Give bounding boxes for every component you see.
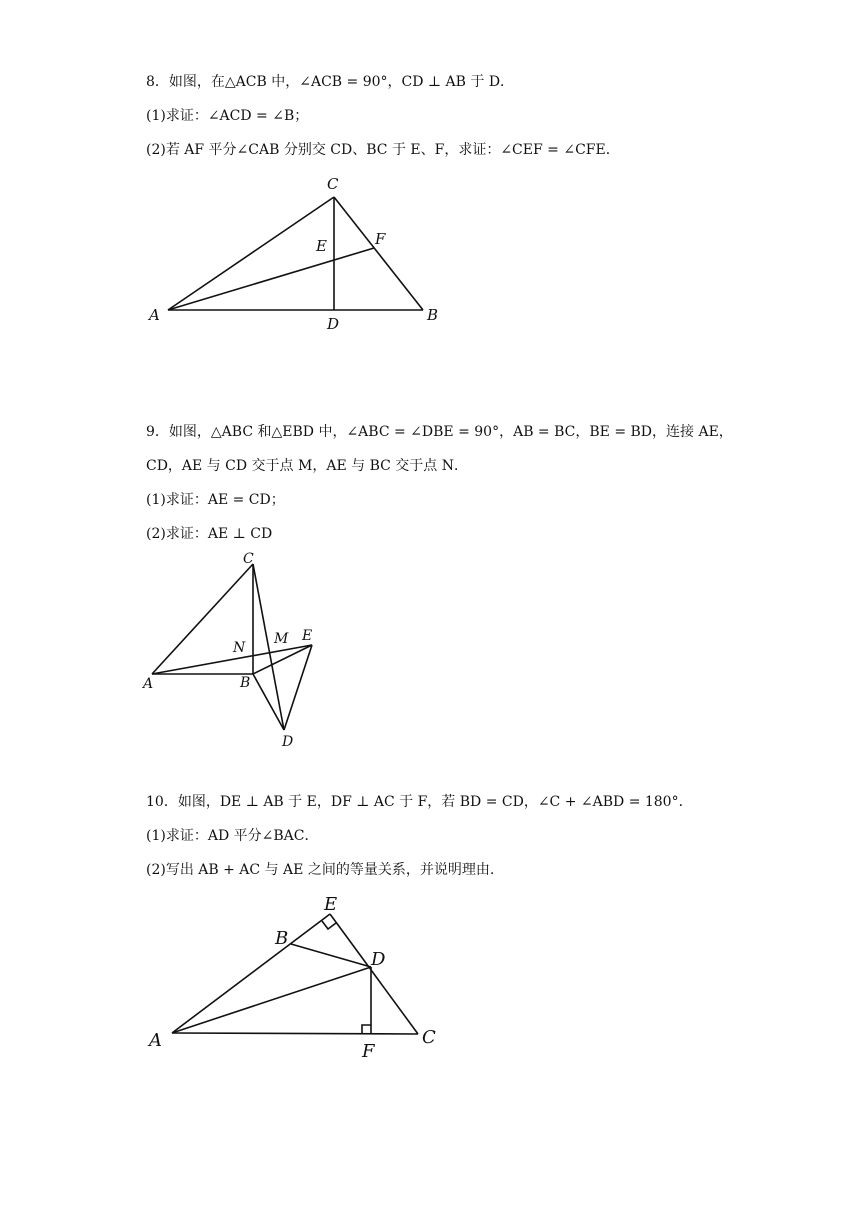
segment-cd: [253, 564, 284, 730]
segment-ac: [172, 1033, 418, 1034]
label-e: E: [316, 237, 327, 255]
problem-8-line-3: (2)若 AF 平分∠CAB 分别交 CD、BC 于 E、F，求证：∠CEF = ∠CFE．: [146, 142, 620, 158]
segment-bd: [291, 944, 371, 967]
label-e: E: [324, 894, 338, 915]
segment-ec: [330, 914, 418, 1034]
label-b: B: [427, 306, 439, 324]
label-b: B: [275, 928, 289, 949]
label-d: D: [371, 949, 386, 970]
problem-9-line-3: (1)求证：AE = CD；: [146, 492, 285, 508]
problem-9-figure: [140, 548, 340, 753]
problem-8-line-1: 8．如图，在△ACB 中，∠ACB = 90°，CD ⊥ AB 于 D．: [146, 74, 515, 90]
problem-8-line-2: (1)求证：∠ACD = ∠B；: [146, 108, 309, 124]
segment-ae: [152, 645, 312, 674]
problem-9-line-1: 9．如图，△ABC 和△EBD 中，∠ABC = ∠DBE = 90°，AB = BC，BE = BD，连接 AE，: [146, 424, 733, 440]
right-angle-mark-f: [362, 1025, 371, 1034]
segment-ac: [152, 564, 253, 674]
label-c: C: [243, 551, 254, 567]
label-c: C: [327, 175, 339, 193]
label-a: A: [143, 676, 154, 692]
problem-9-line-2: CD，AE 与 CD 交于点 M，AE 与 BC 交于点 N．: [146, 458, 468, 474]
segment-ac: [168, 197, 334, 310]
label-a: A: [149, 306, 160, 324]
segment-af: [168, 248, 374, 310]
problem-9-line-4: (2)求证：AE ⊥ CD: [146, 526, 273, 542]
label-n: N: [233, 640, 246, 656]
label-a: A: [149, 1030, 162, 1051]
problem-10-figure: [140, 885, 460, 1070]
label-f: F: [375, 230, 386, 248]
label-m: M: [274, 631, 289, 647]
label-f: F: [362, 1041, 375, 1062]
problem-8-figure: [140, 170, 460, 340]
problem-10-line-3: (2)写出 AB + AC 与 AE 之间的等量关系，并说明理由.: [146, 862, 495, 878]
label-d: D: [282, 734, 294, 750]
segment-ad: [172, 967, 371, 1033]
problem-10-line-2: (1)求证：AD 平分∠BAC．: [146, 828, 319, 844]
problem-10-line-1: 10．如图，DE ⊥ AB 于 E，DF ⊥ AC 于 F，若 BD = CD，∠C + ∠ABD = 180°．: [146, 794, 693, 810]
label-c: C: [422, 1027, 436, 1048]
label-d: D: [327, 315, 340, 333]
segment-ae: [172, 914, 330, 1033]
segment-ed: [284, 645, 312, 730]
label-e: E: [302, 628, 313, 644]
segment-cb: [334, 197, 423, 310]
label-b: B: [240, 675, 251, 691]
right-angle-mark-e: [322, 921, 336, 929]
